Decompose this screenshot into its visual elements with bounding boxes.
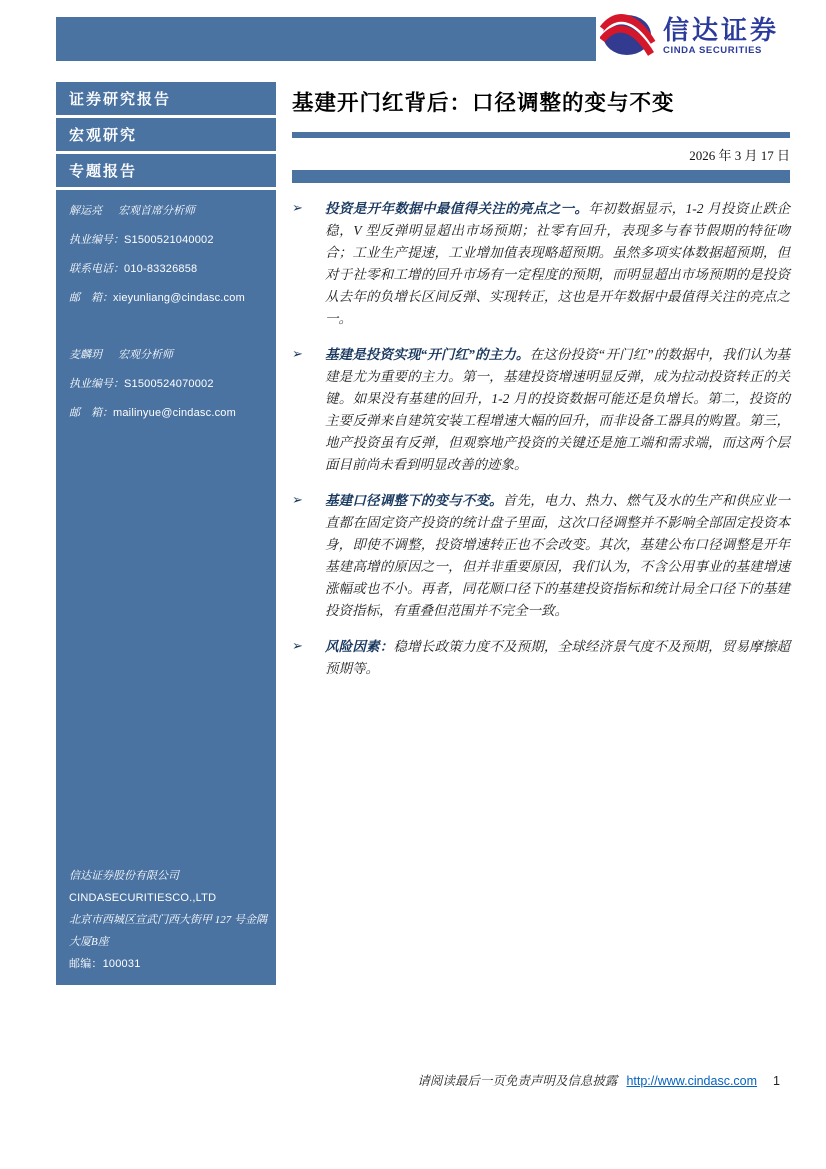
bullet-investment	[292, 198, 790, 330]
sidebar-tab-special-report	[56, 154, 276, 190]
email-address: mailinyue@cindasc.com	[113, 407, 236, 419]
sidebar-tab-macro-research	[56, 118, 276, 154]
email-address: xieyunliang@cindasc.com	[113, 292, 245, 304]
company-address-line2: 大厦B座	[69, 936, 109, 948]
analyst-title: 宏观首席分析师	[118, 205, 195, 217]
company-name-cn: 信达证券股份有限公司	[69, 870, 179, 882]
analyst-name-row	[69, 202, 268, 218]
analyst-card-1	[56, 190, 276, 318]
phone-number: 010-83326858	[124, 263, 198, 275]
summary-bullets	[292, 198, 790, 680]
analyst-license-row	[69, 231, 268, 247]
company-info	[56, 865, 276, 985]
bullet-paragraph	[325, 344, 790, 476]
analyst-email-row	[69, 289, 268, 305]
page-footer	[417, 1071, 780, 1089]
bullet-body: 首先，电力、热力、燃气及水的生产和供应业一直都在固定资产投资的统计盘子里面，这次口径调整并不影响全部固定投资本身，即使不调整，投资增速转正也不会改变。其次，基建公布口径调整是开年基建高增的原因之一，但并非重要原因，我们认为，不含公用事业的基建增速涨幅或也不小。再者，同花顺口径下的基建投资指标和统计局全口径下的基建投资指标，有重叠但范围并不完全一致。	[325, 493, 791, 618]
field-label: 执业编号：	[69, 378, 124, 390]
analyst-card-2	[56, 318, 276, 433]
analyst-license-row	[69, 375, 268, 391]
bullet-paragraph	[325, 198, 790, 330]
field-label: 邮 箱：	[69, 292, 113, 304]
field-label: 联系电话：	[69, 263, 124, 275]
cinda-logo-icon	[600, 9, 656, 64]
footer-disclaimer: 请阅读最后一页免责声明及信息披露	[417, 1074, 618, 1088]
company-postcode: 邮编：100031	[69, 958, 141, 970]
analyst-title: 宏观分析师	[118, 349, 173, 361]
report-body	[292, 86, 790, 694]
bullet-paragraph	[325, 490, 790, 622]
report-sidebar	[56, 82, 276, 985]
bullet-paragraph	[325, 636, 790, 680]
logo-name-cn: 信达证券	[663, 14, 780, 45]
footer-website-link[interactable]: http://www.cindasc.com	[626, 1074, 758, 1088]
bullet-lead: 基建口径调整下的变与不变。	[325, 493, 503, 508]
sidebar-tab-label: 专题报告	[69, 163, 138, 180]
license-number: S1500524070002	[124, 378, 214, 390]
bullet-lead: 风险因素：	[325, 639, 394, 654]
bullet-caliber-adjustment	[292, 490, 790, 622]
bullet-body: 稳增长政策力度不及预期，全球经济景气度不及预期，贸易摩擦超预期等。	[325, 639, 791, 676]
analyst-name: 麦麟玥	[69, 349, 102, 361]
sidebar-tab-label: 宏观研究	[69, 127, 138, 144]
page-number: 1	[773, 1074, 780, 1088]
bullet-arrow-icon: ➢	[292, 638, 303, 653]
logo-name-en: CINDA SECURITIES	[663, 44, 762, 56]
analyst-email-row	[69, 404, 268, 420]
divider-thick	[292, 170, 790, 183]
bullet-lead: 投资是开年数据中最值得关注的亮点之一。	[325, 201, 589, 216]
bullet-infrastructure-main-force	[292, 344, 790, 476]
top-header-bar	[56, 17, 596, 61]
analyst-name: 解运亮	[69, 205, 102, 217]
report-date: 2026 年 3 月 17 日	[689, 148, 790, 163]
company-name-en: CINDASECURITIESCO.,LTD	[69, 892, 217, 904]
analyst-phone-row	[69, 260, 268, 276]
sidebar-tab-research-report	[56, 82, 276, 118]
field-label: 执业编号：	[69, 234, 124, 246]
bullet-risk-factors	[292, 636, 790, 680]
bullet-arrow-icon: ➢	[292, 200, 303, 215]
cinda-logo	[600, 9, 810, 63]
sidebar-tab-label: 证券研究报告	[69, 91, 172, 108]
page-title: 基建开门红背后：口径调整的变与不变	[292, 91, 675, 115]
bullet-arrow-icon: ➢	[292, 492, 303, 507]
company-address-line1: 北京市西城区宣武门西大街甲 127 号金隅	[69, 914, 267, 926]
bullet-body: 年初数据显示，1-2 月投资止跌企稳，V 型反弹明显超出市场预期；社零有回升，表现多与春节假期的特征吻合；工业生产提速，工业增加值表现略超预期。虽然多项实体数据超预期，但对于社零和工增的回升市场有一定程度的预期，而明显超出市场预期的是投资从去年的负增长区间反弹、实现转正，这也是开年数据中最值得关注的亮点之一。	[325, 201, 790, 326]
bullet-body: 在这份投资“开门红”的数据中，我们认为基建是尤为重要的主力。第一，基建投资增速明显反弹，成为拉动投资转正的关键。如果没有基建的回升，1-2 月的投资数据可能还是负增长。第二，投资的主要反弹来自建筑安装工程增速大幅的回升，而非设备工器具的购置。第三，地产投资虽有反弹，但观察地产投资的关键还是施工端和需求端，而这两个层面目前尚未看到明显改善的迹象。	[325, 347, 791, 472]
divider-thin	[292, 132, 790, 138]
analyst-name-row	[69, 346, 268, 362]
license-number: S1500521040002	[124, 234, 214, 246]
field-label: 邮 箱：	[69, 407, 113, 419]
bullet-lead: 基建是投资实现“开门红”的主力。	[325, 347, 530, 362]
bullet-arrow-icon: ➢	[292, 346, 303, 361]
